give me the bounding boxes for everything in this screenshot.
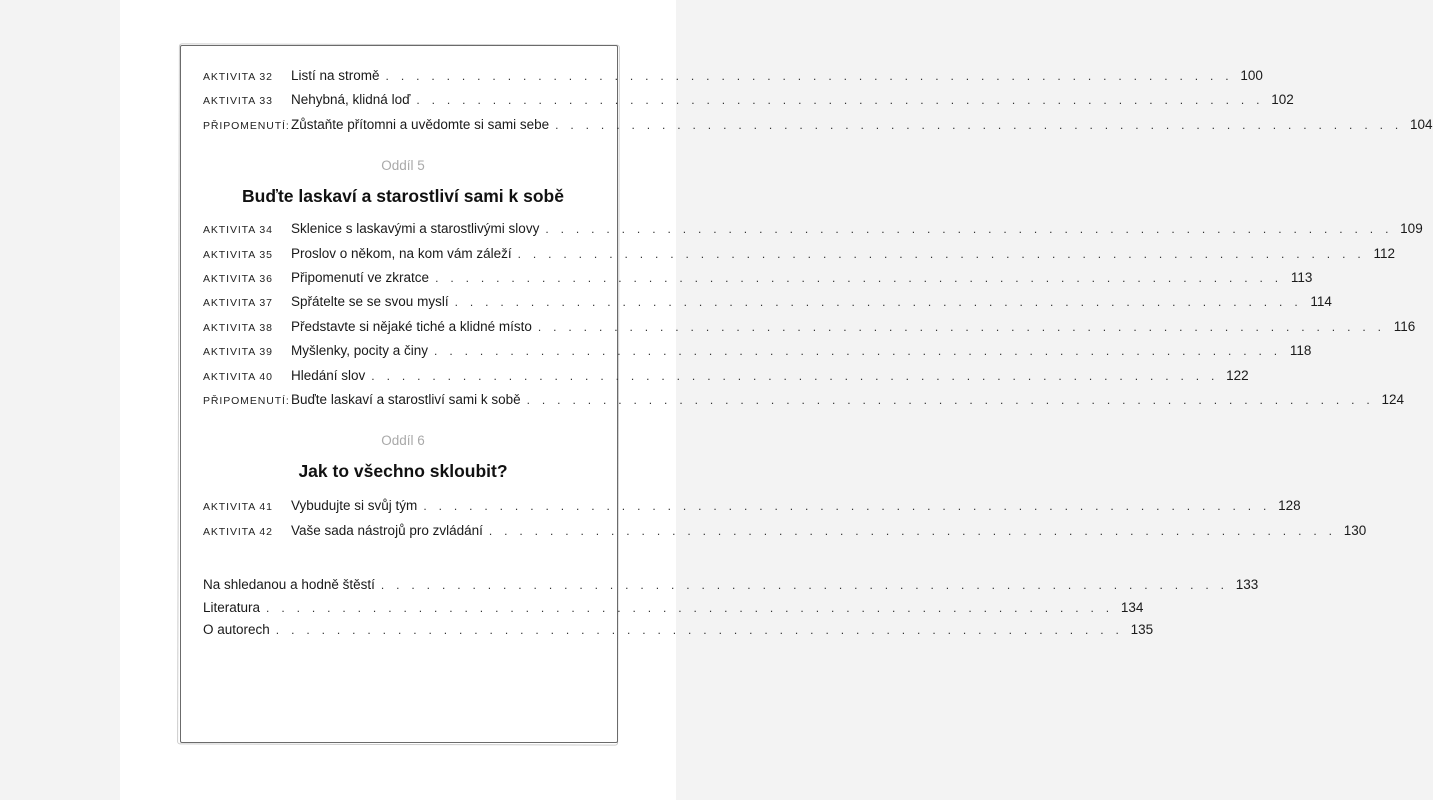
entry-page-number: 114 — [1310, 294, 1332, 310]
toc-entry — [203, 498, 1301, 522]
leader-dots: . . . . . . . . . . . . . . . . . . . . . . . . . . . . . . . . . . . . . . . . . . . . . . . . . . . . . . . . — [545, 222, 1393, 237]
toc-entry — [203, 318, 1416, 343]
leader-dots: . . . . . . . . . . . . . . . . . . . . . . . . . . . . . . . . . . . . . . . . . . . . . . . . . . . . . . . . — [423, 499, 1271, 514]
leader-dots: . . . . . . . . . . . . . . . . . . . . . . . . . . . . . . . . . . . . . . . . . . . . . . . . . . . . . . . . — [266, 600, 1114, 615]
toc-entry — [203, 522, 1367, 547]
entry-label: AKTIVITA 37 — [203, 297, 273, 310]
entry-title: Připomenutí ve zkratce — [291, 269, 430, 285]
entry-page-number: 124 — [1381, 391, 1405, 407]
section-title: Buďte laskaví a starostliví sami k sobě — [242, 186, 564, 207]
entry-label: AKTIVITA 39 — [203, 346, 273, 359]
toc-entry — [203, 622, 1154, 645]
section-heading — [193, 157, 613, 211]
table-of-contents — [203, 68, 1433, 645]
toc-entry — [203, 68, 1263, 92]
entry-title: Myšlenky, pocity a činy — [291, 343, 429, 359]
toc-entry — [203, 391, 1405, 416]
leader-dots: . . . . . . . . . . . . . . . . . . . . . . . . . . . . . . . . . . . . . . . . . . . . . . . . . . . . . . . . — [537, 319, 1386, 334]
entry-page-number: 109 — [1400, 221, 1423, 237]
toc-entry — [203, 221, 1423, 245]
leader-dots: . . . . . . . . . . . . . . . . . . . . . . . . . . . . . . . . . . . . . . . . . . . . . . . . . . . . . . . . — [434, 344, 1282, 359]
entry-label: PŘIPOMENUTÍ: — [203, 119, 290, 132]
toc-entry — [203, 367, 1249, 392]
entry-label: AKTIVITA 32 — [203, 71, 273, 83]
leader-dots: . . . . . . . . . . . . . . . . . . . . . . . . . . . . . . . . . . . . . . . . . . . . . . . . . . . . . . . . — [488, 523, 1337, 538]
entry-title: Literatura — [203, 599, 261, 615]
leader-dots: . . . . . . . . . . . . . . . . . . . . . . . . . . . . . . . . . . . . . . . . . . . . . . . . . . . . . . . . — [275, 623, 1124, 638]
entry-title: Vybudujte si svůj tým — [291, 498, 418, 514]
entry-title: Zůstaňte přítomni a uvědomte si sami sebe — [291, 116, 550, 132]
toc-entry — [203, 577, 1259, 600]
entry-page-number: 100 — [1240, 68, 1263, 83]
entry-page-number: 118 — [1289, 343, 1312, 359]
leader-dots: . . . . . . . . . . . . . . . . . . . . . . . . . . . . . . . . . . . . . . . . . . . . . . . . . . . . . . . . — [555, 117, 1403, 132]
entry-label: AKTIVITA 42 — [203, 525, 273, 538]
toc-entry — [203, 294, 1332, 318]
entry-label: AKTIVITA 38 — [203, 321, 273, 334]
section-number: Oddíl 5 — [381, 158, 425, 174]
entry-title: Na shledanou a hodně štěstí — [203, 577, 375, 593]
entry-title: Představte si nějaké tiché a klidné místo — [291, 318, 532, 334]
entry-page-number: 122 — [1226, 367, 1249, 383]
entry-label: AKTIVITA 33 — [203, 95, 273, 108]
entry-label: PŘIPOMENUTÍ: — [203, 394, 290, 407]
leader-dots: . . . . . . . . . . . . . . . . . . . . . . . . . . . . . . . . . . . . . . . . . . . . . . . . . . . . . . . . — [385, 69, 1233, 83]
leader-dots: . . . . . . . . . . . . . . . . . . . . . . . . . . . . . . . . . . . . . . . . . . . . . . . . . . . . . . . . — [416, 93, 1264, 108]
entry-title: Proslov o někom, na kom vám záleží — [291, 245, 512, 261]
entry-label: AKTIVITA 35 — [203, 248, 273, 261]
toc-entry — [203, 269, 1313, 294]
entry-title: O autorech — [203, 622, 270, 638]
entry-page-number: 128 — [1278, 498, 1301, 514]
toc-entry — [203, 343, 1312, 367]
entry-title: Vaše sada nástrojů pro zvládání — [291, 522, 483, 538]
entry-label: AKTIVITA 36 — [203, 272, 273, 285]
entry-page-number: 112 — [1373, 245, 1395, 261]
entry-title: Spřátelte se se svou myslí — [291, 294, 449, 310]
leader-dots: . . . . . . . . . . . . . . . . . . . . . . . . . . . . . . . . . . . . . . . . . . . . . . . . . . . . . . . . — [526, 392, 1375, 407]
entry-page-number: 104 — [1409, 116, 1433, 132]
section-title: Jak to všechno skloubit? — [298, 461, 508, 482]
entry-page-number: 113 — [1290, 269, 1313, 285]
toc-entry — [203, 116, 1433, 141]
entry-page-number: 102 — [1271, 92, 1294, 108]
toc-entry — [203, 599, 1144, 623]
entry-title: Sklenice s laskavými a starostlivými slovy — [291, 221, 540, 237]
leader-dots: . . . . . . . . . . . . . . . . . . . . . . . . . . . . . . . . . . . . . . . . . . . . . . . . . . . . . . . . — [435, 270, 1283, 285]
entry-title: Listí na stromě — [291, 68, 380, 83]
leader-dots: . . . . . . . . . . . . . . . . . . . . . . . . . . . . . . . . . . . . . . . . . . . . . . . . . . . . . . . . — [454, 295, 1302, 310]
entry-page-number: 133 — [1235, 577, 1259, 593]
leader-dots: . . . . . . . . . . . . . . . . . . . . . . . . . . . . . . . . . . . . . . . . . . . . . . . . . . . . . . . . — [517, 246, 1365, 261]
entry-label: AKTIVITA 34 — [203, 224, 273, 237]
toc-entry — [203, 245, 1395, 270]
entry-page-number: 130 — [1343, 522, 1367, 538]
leader-dots: . . . . . . . . . . . . . . . . . . . . . . . . . . . . . . . . . . . . . . . . . . . . . . . . . . . . . . . . — [371, 368, 1219, 383]
section-heading — [193, 432, 613, 486]
entry-label: AKTIVITA 41 — [203, 501, 273, 514]
entry-page-number: 135 — [1130, 622, 1154, 638]
entry-page-number: 116 — [1393, 318, 1416, 334]
entry-title: Nehybná, klidná loď — [291, 92, 411, 108]
leader-dots: . . . . . . . . . . . . . . . . . . . . . . . . . . . . . . . . . . . . . . . . . . . . . . . . . . . . . . . . — [380, 578, 1229, 593]
section-number: Oddíl 6 — [381, 433, 425, 449]
entry-label: AKTIVITA 40 — [203, 370, 273, 383]
entry-title: Buďte laskaví a starostliví sami k sobě — [291, 391, 521, 407]
toc-entry — [203, 92, 1294, 116]
entry-title: Hledání slov — [291, 367, 366, 383]
entry-page-number: 134 — [1120, 599, 1144, 615]
